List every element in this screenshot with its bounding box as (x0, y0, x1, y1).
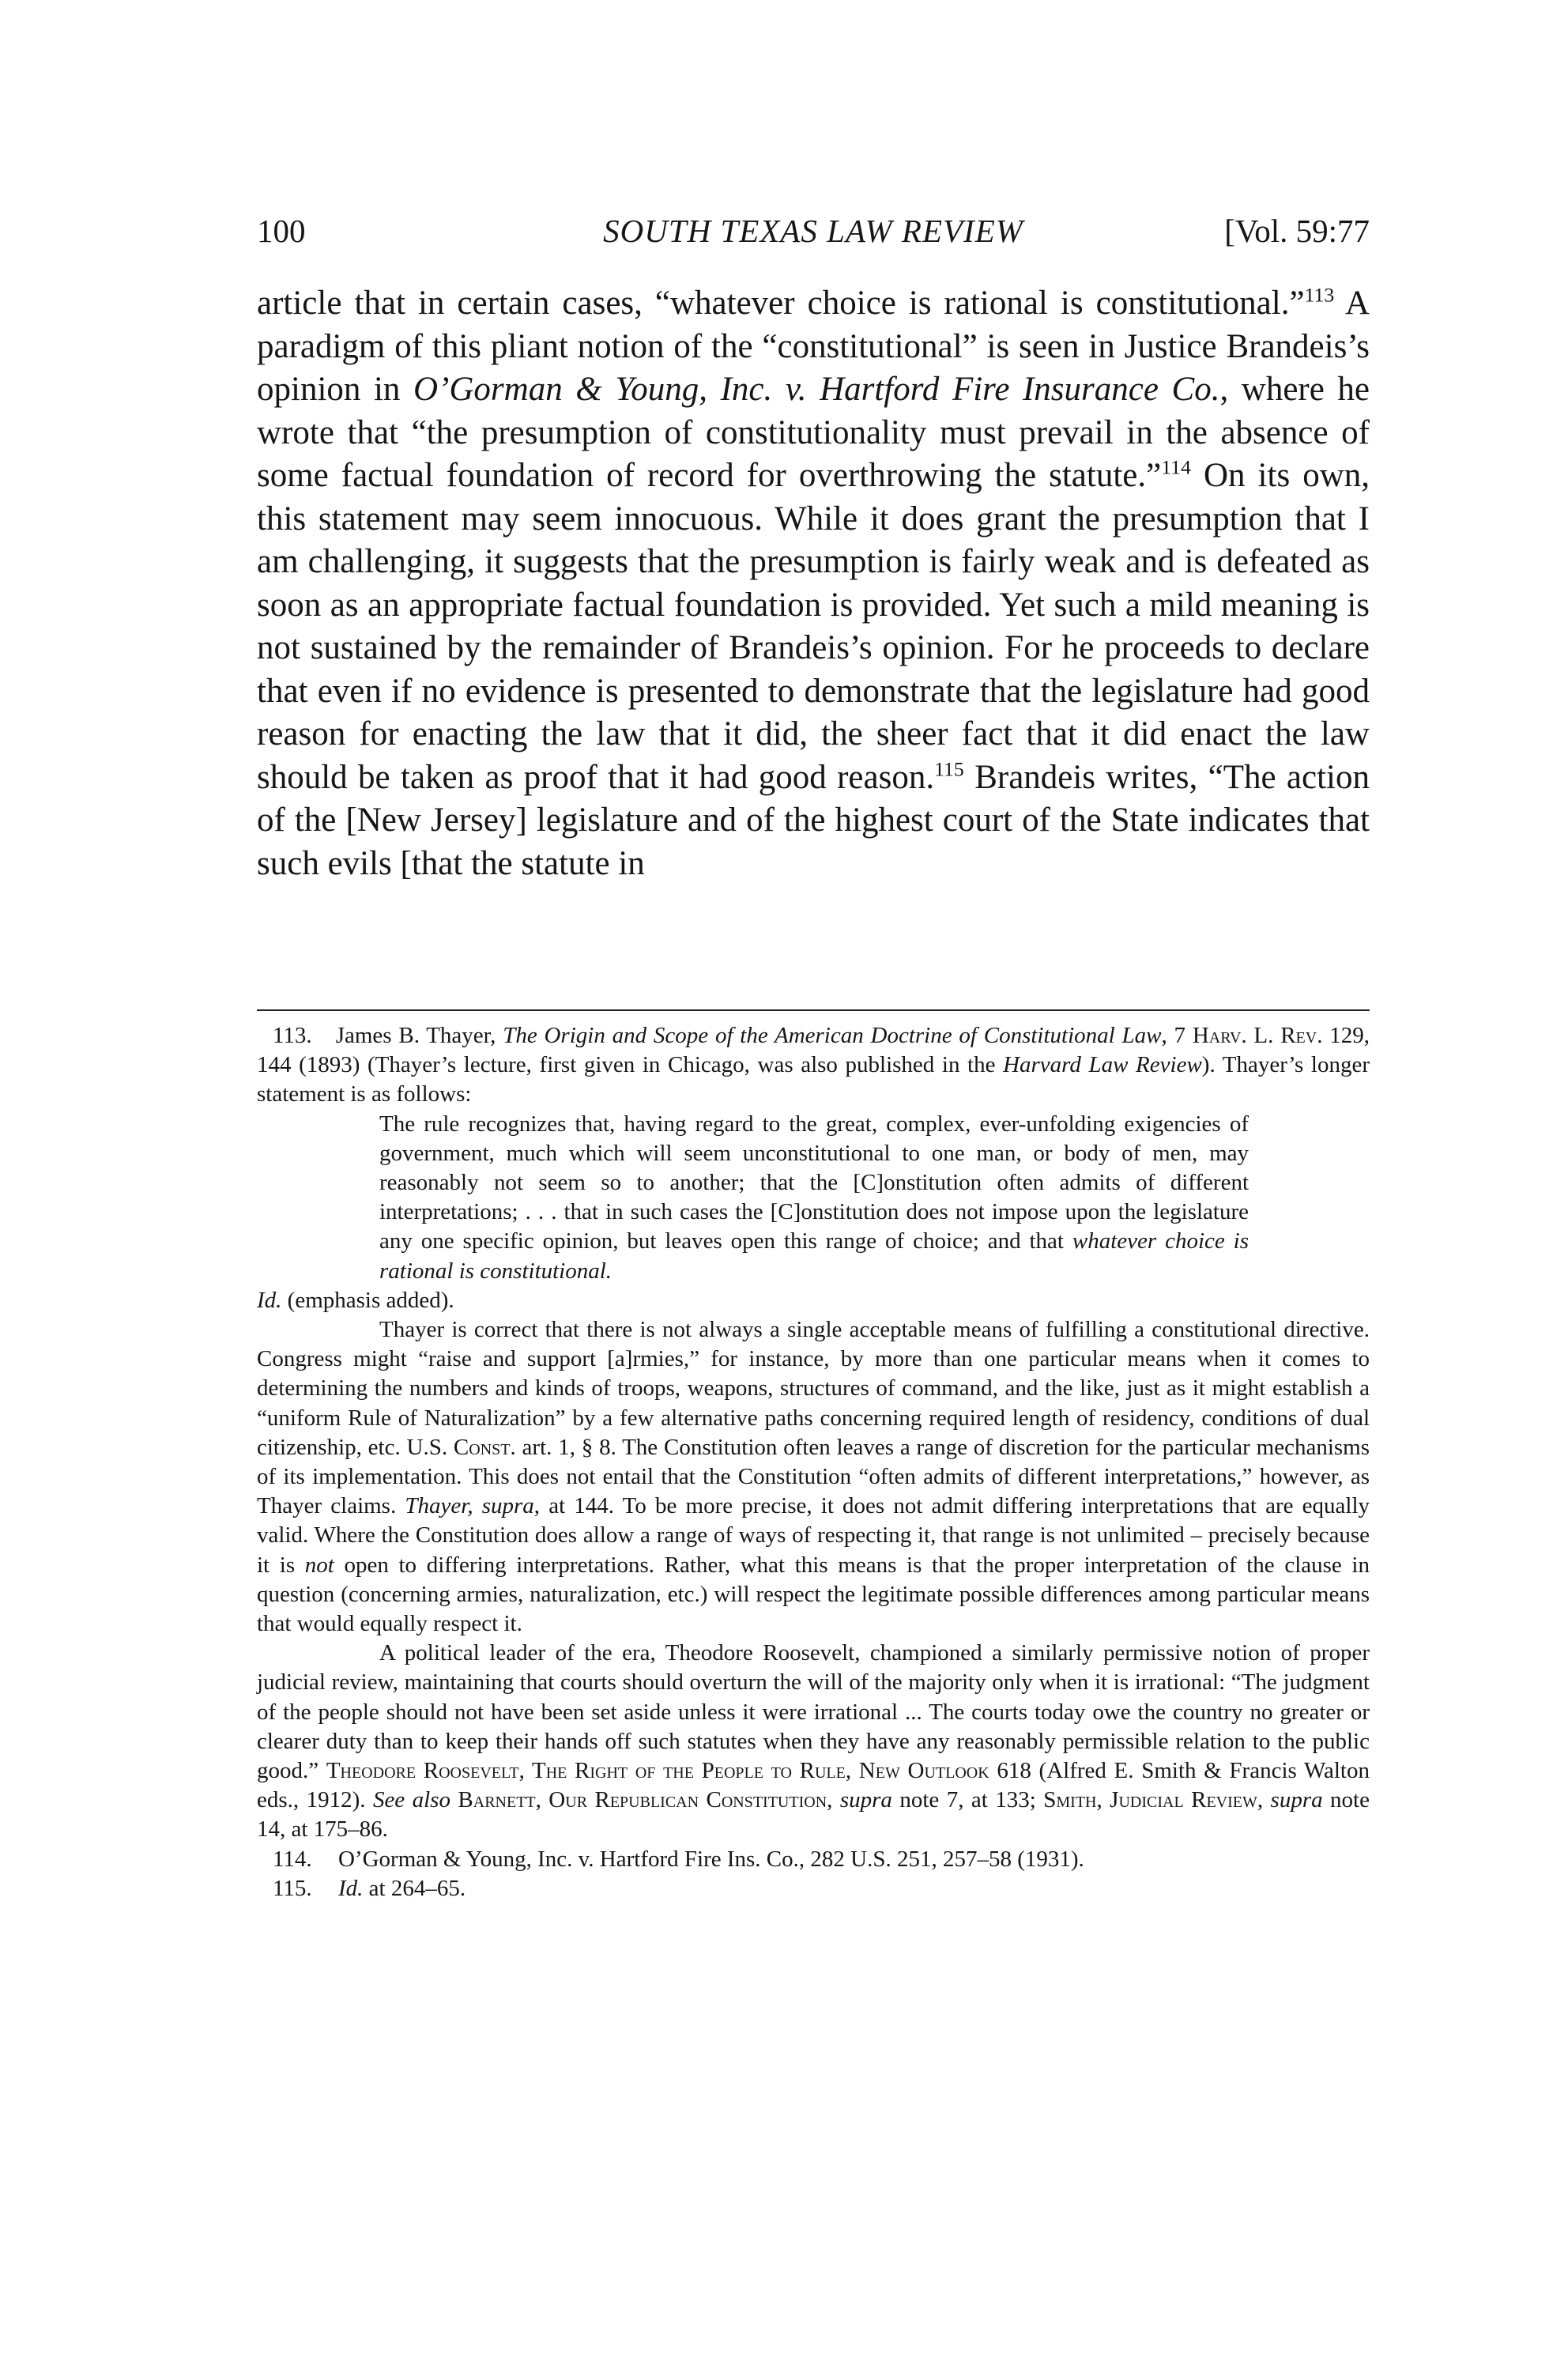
footnotes (257, 1021, 1370, 1903)
id-citation: Id. (emphasis added). (257, 1287, 454, 1313)
footnote-divider (257, 1009, 1370, 1011)
document-page (257, 0, 1370, 2369)
footnote-number: 114. (273, 1846, 312, 1872)
footnote-114: 114. O’Gorman & Young, Inc. v. Hartford Fire Ins. Co., 282 U.S. 251, 257–58 (1931). (257, 1845, 1370, 1874)
main-text (257, 282, 1370, 885)
body-paragraph: article that in certain cases, “whatever choice is rational is constitutional.”$^{113}$ A paradigm of this pliant notion of the “constitutional” is seen in Justice Brandeis’s opinion in O’Gorman & Young, Inc. v. Hartford Fire Insurance Co., where he wrote that “the presumption of constitutionality must prevail in the absence of some factual foundation of record for overthrowing the statute.”$^{114}$ On its own, this statement may seem innocuous. While it does grant the presumption that I am challenging, it suggests that the presumption is fairly weak and is defeated as soon as an appropriate factual foundation is provided. Yet such a mild meaning is not sustained by the remainder of Brandeis’s opinion. For he proceeds to declare that even if no evidence is presented to demonstrate that the legislature had good reason for enacting the law that it did, the sheer fact that it did enact the law should be taken as proof that it had good reason.$^{115}$ Brandeis writes, “The action of the [New Jersey] legislature and of the highest court of the State indicates that such evils [that the statute in (257, 283, 1370, 882)
block-quote: The rule recognizes that, having regard to the great, complex, ever-unfolding exigencies of government, much which will seem unconstitutional to one man, or body of men, may reasonably not seem so to another; that the [C]onstitution often admits of different interpretations; . . . that in such cases the [C]onstitution does not impose upon the legislature any one specific opinion, but leaves open this range of choice; and that whatever choice is rational is constitutional. (379, 1111, 1249, 1284)
footnote-ref-115[interactable]: 115 (934, 757, 964, 781)
footnote-paragraph: Thayer is correct that there is not always a single acceptable means of fulfilling a constitutional directive. Congress might “raise and support [a]rmies,” for instance, by more than one particular means when it comes to determining the numbers and kinds of troops, weapons, structures of command, and the like, just as it might establish a “uniform Rule of Naturalization” by a few alternative paths concerning required length of residency, conditions of dual citizenship, etc. U.S. Const. art. 1, § 8. The Constitution often leaves a range of discretion for the particular mechanisms of its implementation. This does not entail that the Constitution “often admits of different interpretations,” however, as Thayer claims. Thayer, supra, at 144. To be more precise, it does not admit differing interpretations that are equally valid. Where the Constitution does allow a range of ways of respecting it, that range is not unlimited – precisely because it is not open to differing interpretations. Rather, what this means is that the proper interpretation of the clause in question (concerning armies, naturalization, etc.) will respect the legitimate possible differences among particular means that would equally respect it. (257, 1317, 1370, 1637)
page-number: 100 (257, 213, 306, 249)
footnote-number: 115. (273, 1875, 312, 1901)
footnote-paragraph: A political leader of the era, Theodore Roosevelt, championed a similarly permissive notion of proper judicial review, maintaining that courts should overturn the will of the majority only when it is irrational: “The judgment of the people should not have been set aside unless it were irrational ... The courts today owe the country no greater or clearer duty than to keep their hands off such statutes when they have any reasonably permissible relation to the public good.” Theodore Roosevelt, The Right of the People to Rule, New Outlook 618 (Alfred E. Smith & Francis Walton eds., 1912). See also Barnett, Our Republican Constitution, supra note 7, at 133; Smith, Judicial Review, supra note 14, at 175–86. (257, 1640, 1370, 1843)
footnote-number: 113. (273, 1023, 312, 1048)
volume-citation: [Vol. 59:77 (1224, 213, 1370, 249)
running-header (257, 207, 1370, 255)
journal-title: SOUTH TEXAS LAW REVIEW (603, 213, 1023, 249)
footnote-115: 115. Id. at 264–65. (257, 1874, 1370, 1903)
footnote-113: 113. James B. Thayer, The Origin and Scope of the American Doctrine of Constitutional Law, 7 Harv. L. Rev. 129, 144 (1893) (Thayer’s lecture, first given in Chicago, was also published in the Harvard Law Review). Thayer’s longer statement is as follows: (257, 1023, 1370, 1107)
footnote-ref-114[interactable]: 114 (1161, 455, 1191, 479)
case-name: O’Gorman & Young, Inc. v. Hartford Fire Insurance Co. (413, 371, 1220, 408)
footnote-ref-113[interactable]: 113 (1304, 283, 1335, 307)
